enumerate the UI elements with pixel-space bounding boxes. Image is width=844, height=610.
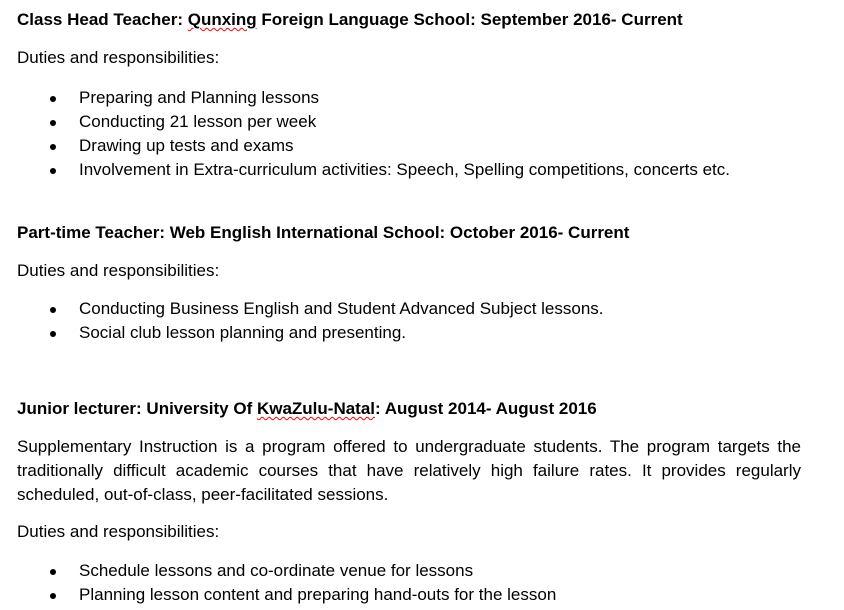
job-section-2	[17, 221, 801, 245]
bullet-icon	[50, 593, 56, 599]
job-heading-3-university-name: KwaZulu-Natal	[256, 399, 376, 418]
job-1-bullets	[17, 86, 801, 182]
job-heading-3	[17, 397, 801, 421]
job-section-1	[17, 8, 801, 32]
bullet-text: Planning lesson content and preparing hand-outs for the lesson	[79, 585, 557, 604]
job-description: Supplementary Instruction is a program offered to undergraduate students. The program targets the traditionally difficult academic courses that have relatively high failure rates. It provides regularly scheduled, out-of-class, peer-facilitated sessions.	[17, 437, 801, 504]
bullet-icon	[50, 144, 56, 150]
job-1-duties	[17, 46, 801, 70]
duties-label: Duties and responsibilities:	[17, 261, 220, 280]
job-3-bullets	[17, 559, 801, 607]
bullet-icon	[50, 331, 56, 337]
bullet-icon	[50, 307, 56, 313]
bullet-item	[17, 110, 801, 134]
job-3-duties	[17, 520, 801, 544]
job-heading-1-title: Class Head Teacher:	[17, 10, 188, 29]
job-heading-1-school-name: Qunxing	[187, 10, 257, 29]
duties-label: Duties and responsibilities:	[17, 522, 220, 541]
bullet-text: Social club lesson planning and presenting.	[79, 323, 407, 342]
bullet-item	[17, 321, 801, 345]
job-heading-3-title: Junior lecturer: University Of	[17, 399, 257, 418]
job-3-description	[17, 435, 801, 507]
bullet-icon	[50, 96, 56, 102]
bullet-item	[17, 583, 801, 607]
bullet-item	[17, 86, 801, 110]
bullet-text: Involvement in Extra-curriculum activities: Speech, Spelling competitions, concerts etc.	[79, 160, 730, 179]
bullet-text: Conducting 21 lesson per week	[79, 112, 317, 131]
job-section-3	[17, 397, 801, 421]
bullet-icon	[50, 120, 56, 126]
job-heading-1-details: Foreign Language School: September 2016- Current	[256, 10, 683, 29]
bullet-list	[17, 297, 801, 345]
job-heading-2: Part-time Teacher: Web English International School: October 2016- Current	[17, 223, 630, 242]
bullet-list	[17, 559, 801, 607]
bullet-item	[17, 559, 801, 583]
bullet-item	[17, 158, 801, 182]
job-2-duties	[17, 259, 801, 283]
bullet-text: Conducting Business English and Student Advanced Subject lessons.	[79, 299, 604, 318]
bullet-list	[17, 86, 801, 182]
bullet-icon	[50, 569, 56, 575]
bullet-text: Drawing up tests and exams	[79, 136, 294, 155]
bullet-item	[17, 134, 801, 158]
job-heading-3-details: : August 2014- August 2016	[375, 399, 597, 418]
bullet-item	[17, 297, 801, 321]
bullet-icon	[50, 168, 56, 174]
job-2-bullets	[17, 297, 801, 345]
bullet-text: Preparing and Planning lessons	[79, 88, 320, 107]
duties-label: Duties and responsibilities:	[17, 48, 220, 67]
bullet-text: Schedule lessons and co-ordinate venue for lessons	[79, 561, 474, 580]
job-heading-1	[17, 8, 801, 32]
